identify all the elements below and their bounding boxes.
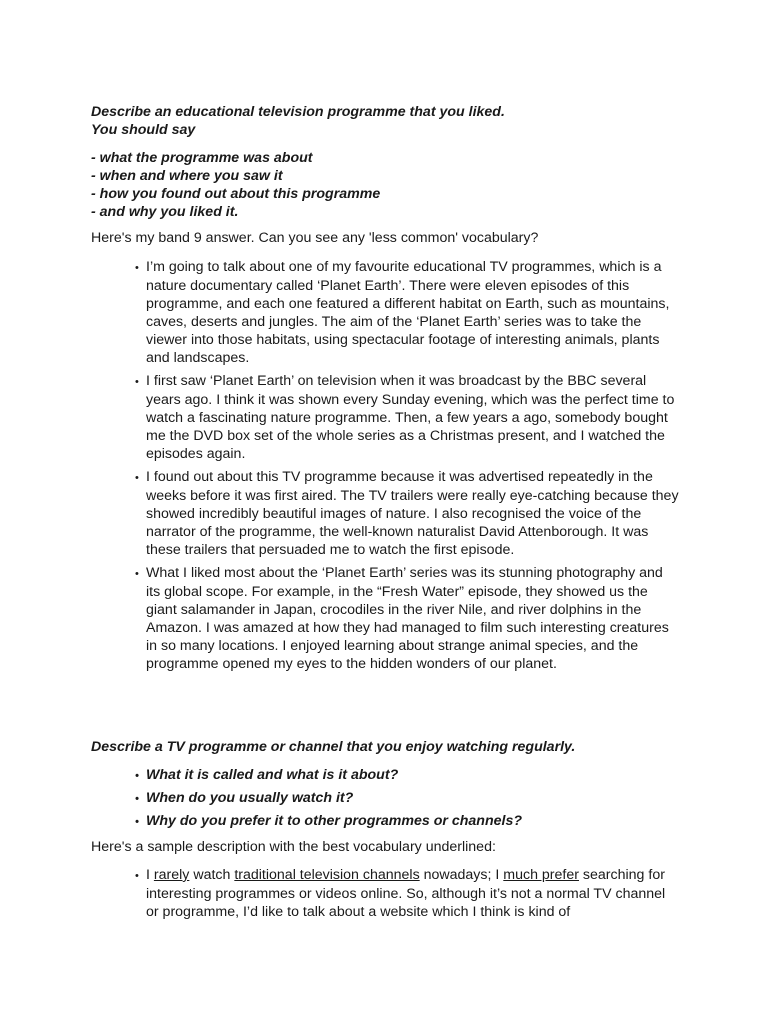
bullet-icon: • <box>135 376 139 388</box>
section1-intro: Here's my band 9 answer. Can you see any 'less common' vocabulary? <box>91 230 539 246</box>
section2-prompts <box>120 766 680 831</box>
section2-intro-block <box>91 838 691 856</box>
bullet-icon: • <box>135 262 139 274</box>
bullet-icon: • <box>135 770 139 782</box>
section1-heading-block <box>91 103 691 139</box>
bullet-icon: • <box>135 568 139 580</box>
answer-text: I first saw ‘Planet Earth’ on television when it was broadcast by the BBC several years ago. I think it was shown every Sunday evening, which was the perfect time to watch a fascinating nature programme. Then, a few years a ago, somebody bought me the DVD box set of the whole series as a Christmas present, and I watched the episodes again. <box>146 373 675 462</box>
prompt-item: When do you usually watch it? <box>146 790 354 806</box>
answer-text: What I liked most about the ‘Planet Earth’ series was its stunning photography and its global scope. For example, in the “Fresh Water” episode, they showed us the giant salamander in Japan, crocodiles in the river Nile, and river dolphins in the Amazon. I was amazed at how they had managed to film such interesting creatures in so many locations. I enjoyed learning about strange animal species, and the programme opened my eyes to the hidden wonders of our planet. <box>146 565 669 672</box>
section1-answer-list <box>120 258 680 673</box>
section2-heading: Describe a TV programme or channel that you enjoy watching regularly. <box>91 739 576 755</box>
section2-heading-block <box>91 738 691 756</box>
section1-heading: Describe an educational television programme that you liked. <box>91 104 505 120</box>
list-item <box>120 372 680 463</box>
prompt-item: - and why you liked it. <box>91 204 239 220</box>
prompt-item: - what the programme was about <box>91 150 313 166</box>
list-item <box>120 766 680 785</box>
list-item <box>120 258 680 367</box>
bullet-icon: • <box>135 870 139 882</box>
underlined-vocab: much prefer <box>503 867 579 883</box>
underlined-vocab: traditional television channels <box>234 867 420 883</box>
prompt-item: What it is called and what is it about? <box>146 767 399 783</box>
answer-text: I rarely watch traditional television channels nowadays; I much prefer searching for interesting programmes or videos online. So, although it’s not a normal TV channel or programme, I’d like to talk about a website which I think is kind of <box>146 867 666 920</box>
section2-intro: Here's a sample description with the best vocabulary underlined: <box>91 839 496 855</box>
list-item <box>120 812 680 831</box>
prompt-item: - how you found out about this programme <box>91 186 381 202</box>
bullet-icon: • <box>135 472 139 484</box>
bullet-icon: • <box>135 793 139 805</box>
list-item <box>120 468 680 559</box>
list-item <box>120 789 680 808</box>
bullet-icon: • <box>135 816 139 828</box>
underlined-vocab: rarely <box>153 867 190 883</box>
prompt-item: Why do you prefer it to other programmes or channels? <box>146 813 523 829</box>
section1-subheading: You should say <box>91 122 196 138</box>
answer-text: I’m going to talk about one of my favourite educational TV programmes, which is a nature documentary called ‘Planet Earth’. There were eleven episodes of this programme, and each one featured a different habitat on Earth, such as mountains, caves, deserts and jungles. The aim of the ‘Planet Earth’ series was to take the viewer into those habitats, using spectacular footage of interesting animals, plants and landscapes. <box>146 259 670 366</box>
section1-intro-block <box>91 229 691 247</box>
section1-prompts <box>91 149 691 221</box>
prompt-item: - when and where you saw it <box>91 168 283 184</box>
list-item <box>120 866 680 921</box>
section2-answer-list <box>120 866 680 921</box>
list-item <box>120 564 680 673</box>
answer-text: I found out about this TV programme because it was advertised repeatedly in the weeks before it was first aired. The TV trailers were really eye-catching because they showed incredibly beautiful images of nature. I also recognised the voice of the narrator of the programme, the well-known naturalist David Attenborough. It was these trailers that persuaded me to watch the first episode. <box>146 469 679 558</box>
